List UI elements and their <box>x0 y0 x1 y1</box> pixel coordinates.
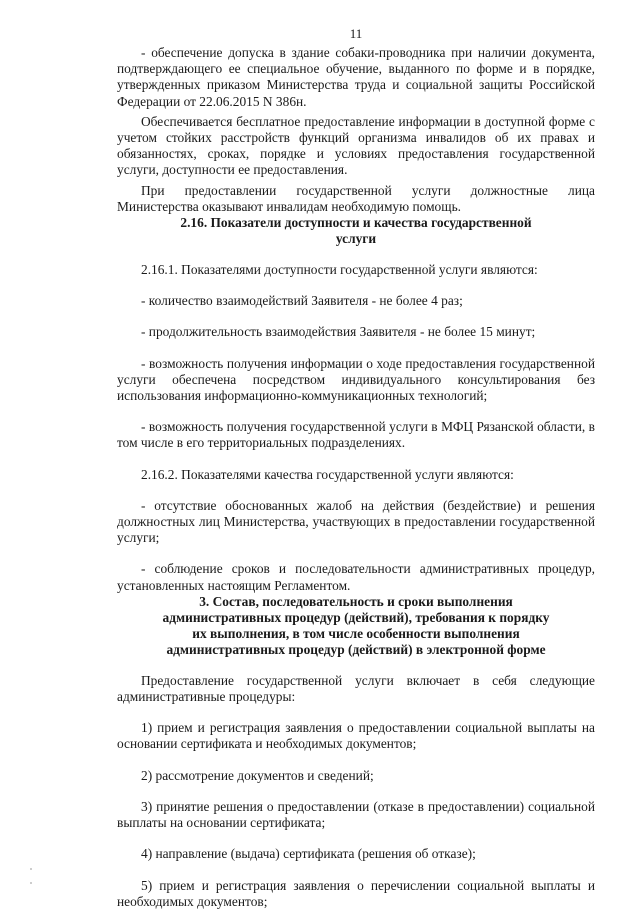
list-item-interaction-duration: - продолжительность взаимодействия Заявителя - не более 15 минут; <box>141 324 536 340</box>
section-heading-3-line-2: административных процедур (действий), требования к порядку <box>162 609 550 625</box>
section-heading-3-line-1: 3. Состав, последовательность и сроки выполнения <box>199 593 513 609</box>
page-number: 11 <box>349 26 363 41</box>
procedure-item-4: 4) направление (выдача) сертификата (решения об отказе); <box>141 846 476 862</box>
section-heading-3 <box>117 594 595 658</box>
section-heading-2-16-line-1: 2.16. Показатели доступности и качества государственной <box>180 215 532 231</box>
list-item-no-complaints: - отсутствие обоснованных жалоб на действия (бездействие) и решения должностных лиц Министерства, участвующих в предоставлении государственной услуги; <box>117 497 595 546</box>
paragraph-guide-dog: - обеспечение допуска в здание собаки-проводника при наличии документа, подтверждающего ее специальное обучение, выданного по форме и в порядке, утвержденных приказом Министерства труда и социальной защиты Российской Федерации от 22.06.2015 N 386н. <box>117 45 595 109</box>
procedure-item-5: 5) прием и регистрация заявления о перечислении социальной выплаты и необходимых документов; <box>117 877 595 909</box>
section-heading-2-16-line-2: услуги <box>335 231 377 247</box>
list-item-progress-information: - возможность получения информации о ходе предоставления государственной услуги обеспечена посредством индивидуального консультирования без использования информационно-коммуникационных технологий; <box>117 355 595 404</box>
section-heading-2-16 <box>117 215 595 247</box>
paragraph-2-16-1: 2.16.1. Показателями доступности государственной услуги являются: <box>141 262 538 278</box>
paragraph-2-16-2: 2.16.2. Показателями качества государственной услуги являются: <box>141 466 514 482</box>
paragraph-free-information: Обеспечивается бесплатное предоставление информации в доступной форме с учетом стойких расстройств функций организма инвалидов об их правах и обязанностях, сроках, порядке и условиях предоставления государственной услуги, доступности ее предоставления. <box>117 113 595 178</box>
list-item-deadlines-compliance: - соблюдение сроков и последовательности административных процедур, установленных настоящим Регламентом. <box>117 561 595 593</box>
list-item-mfc-availability: - возможность получения государственной услуги в МФЦ Рязанской области, в том числе в его территориальных подразделениях. <box>117 419 595 451</box>
scan-speck <box>30 882 32 884</box>
scan-speck <box>30 868 32 870</box>
paragraph-procedures-intro: Предоставление государственной услуги включает в себя следующие административные процедуры: <box>117 672 595 705</box>
section-heading-3-line-4: административных процедур (действий) в электронной форме <box>166 641 546 657</box>
list-item-interactions-count: - количество взаимодействий Заявителя - не более 4 раз; <box>141 293 463 309</box>
section-heading-3-line-3: их выполнения, в том числе особенности выполнения <box>192 625 520 641</box>
paragraph-assistance: При предоставлении государственной услуги должностные лица Министерства оказывают инвалидам необходимую помощь. <box>117 182 595 214</box>
procedure-item-1: 1) прием и регистрация заявления о предоставлении социальной выплаты на основании сертификата и необходимых документов; <box>117 720 595 752</box>
procedure-item-2: 2) рассмотрение документов и сведений; <box>141 767 374 783</box>
procedure-item-3: 3) принятие решения о предоставлении (отказе в предоставлении) социальной выплаты на основании сертификата; <box>117 798 595 831</box>
